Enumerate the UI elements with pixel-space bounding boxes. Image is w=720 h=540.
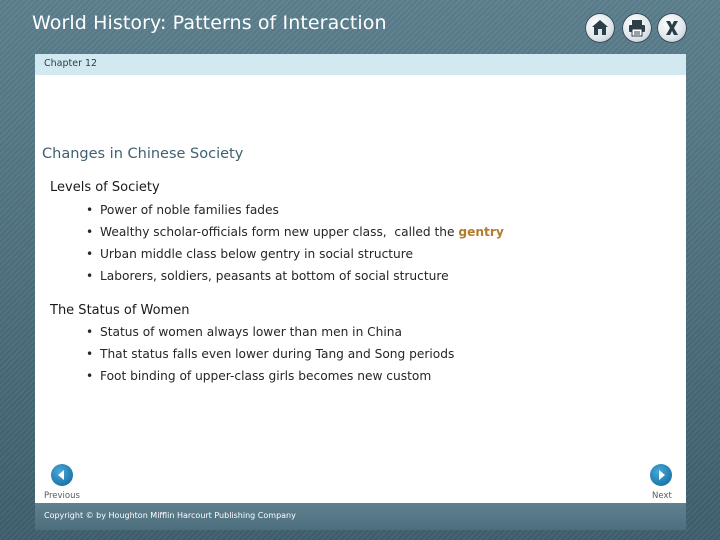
bullet-icon: • <box>86 325 94 339</box>
bullet-text <box>100 225 504 239</box>
section-heading: Levels of Society <box>50 180 160 195</box>
app-title: World History: Patterns of Interaction <box>32 12 387 34</box>
next-label[interactable]: Next <box>652 491 672 501</box>
bullet-icon: • <box>86 369 94 383</box>
home-icon[interactable] <box>585 13 615 43</box>
arrow-left-icon <box>56 469 68 481</box>
bullet-icon: • <box>86 269 94 283</box>
bullet-icon: • <box>86 347 94 361</box>
chapter-label: Chapter 12 <box>44 58 98 69</box>
previous-button[interactable] <box>51 464 73 486</box>
section-heading: The Status of Women <box>50 303 190 318</box>
print-icon[interactable] <box>622 13 652 43</box>
bullet-text: Urban middle class below gentry in social structure <box>100 247 414 261</box>
slide-title: Changes in Chinese Society <box>42 146 244 162</box>
highlight-term: gentry <box>458 225 504 239</box>
bullet-icon: • <box>86 225 94 239</box>
previous-label[interactable]: Previous <box>44 491 80 501</box>
bullet-text: That status falls even lower during Tang and Song periods <box>100 347 455 361</box>
chapter-bar <box>35 54 686 75</box>
bullet-icon: • <box>86 247 94 261</box>
copyright-text: Copyright © by Houghton Mifflin Harcourt Publishing Company <box>44 511 296 520</box>
bullet-text: Power of noble families fades <box>100 203 279 217</box>
arrow-right-icon <box>655 469 667 481</box>
bullet-text: Laborers, soldiers, peasants at bottom of social structure <box>100 269 449 283</box>
bullet-text: Foot binding of upper-class girls becomes new custom <box>100 369 432 383</box>
next-button[interactable] <box>650 464 672 486</box>
bullet-text: Status of women always lower than men in China <box>100 325 402 339</box>
close-icon[interactable] <box>657 13 687 43</box>
footer-bar <box>35 503 686 530</box>
bullet-text-main: Wealthy scholar-officials form new upper class, called the <box>100 225 459 239</box>
bullet-icon: • <box>86 203 94 217</box>
content-panel <box>35 54 686 530</box>
